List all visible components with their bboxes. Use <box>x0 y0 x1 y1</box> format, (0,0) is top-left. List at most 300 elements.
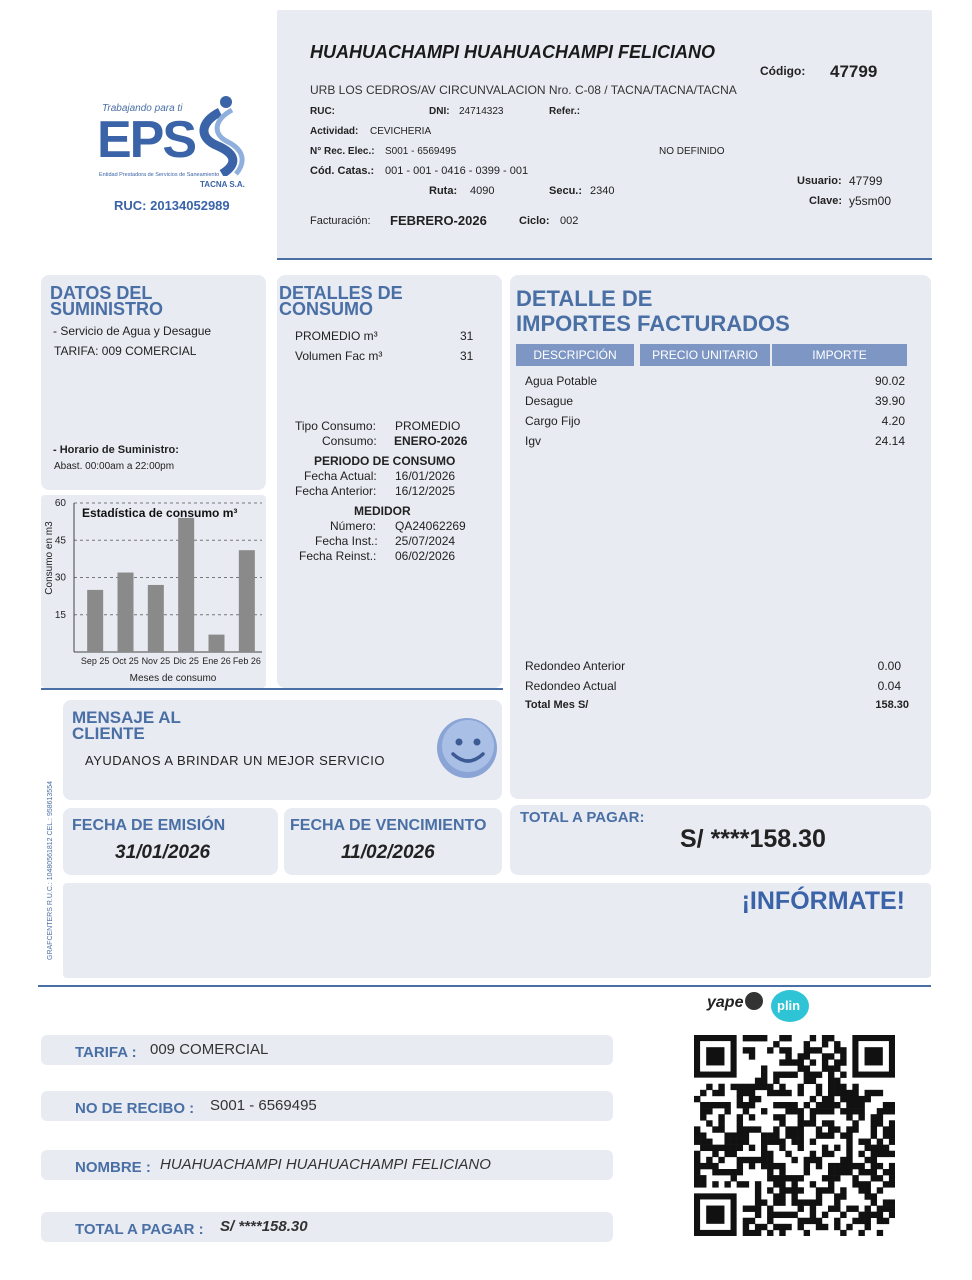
chart-xtick-label: Dic 25 <box>173 656 199 666</box>
qr-module <box>724 1108 730 1114</box>
qr-module <box>755 1199 761 1205</box>
qr-module <box>871 1212 877 1218</box>
qr-module <box>883 1132 889 1138</box>
qr-module <box>761 1108 767 1114</box>
qr-module <box>743 1206 749 1212</box>
qr-module <box>694 1126 700 1132</box>
qr-module <box>828 1078 834 1084</box>
qr-module <box>779 1059 785 1065</box>
qr-module <box>828 1035 834 1041</box>
tarifa-text: TARIFA: 009 COMERCIAL <box>54 344 197 358</box>
qr-module <box>804 1102 810 1108</box>
qr-module <box>773 1163 779 1169</box>
qr-module <box>834 1175 840 1181</box>
rec-elec-label: N° Rec. Elec.: <box>310 146 375 157</box>
qr-module <box>779 1230 785 1236</box>
qr-module <box>724 1139 730 1145</box>
qr-module <box>737 1090 743 1096</box>
consumo-label: Consumo: <box>322 434 377 448</box>
company-logo <box>92 94 262 219</box>
qr-module <box>798 1114 804 1120</box>
qr-module <box>834 1199 840 1205</box>
qr-module <box>798 1199 804 1205</box>
qr-module <box>840 1193 846 1199</box>
header-rule <box>277 258 932 260</box>
yape-logo <box>705 992 765 1022</box>
mid-rule <box>41 688 503 690</box>
qr-module <box>858 1163 864 1169</box>
col-header-precio: PRECIO UNITARIO <box>640 344 770 366</box>
qr-module <box>785 1126 791 1132</box>
qr-module <box>737 1139 743 1145</box>
qr-module <box>743 1139 749 1145</box>
qr-module <box>822 1041 828 1047</box>
qr-module <box>877 1090 883 1096</box>
qr-module <box>846 1163 852 1169</box>
redondeo-ant-value: 0.00 <box>877 659 901 673</box>
qr-module <box>834 1206 840 1212</box>
qr-module <box>755 1187 761 1193</box>
total-mes-value: 158.30 <box>875 699 909 711</box>
qr-module <box>694 1132 700 1138</box>
emision-panel <box>63 808 278 875</box>
qr-module <box>804 1065 810 1071</box>
qr-module <box>846 1206 852 1212</box>
chart-xtick-label: Ene 26 <box>202 656 231 666</box>
qr-module <box>822 1212 828 1218</box>
qr-module <box>883 1108 889 1114</box>
qr-module <box>846 1169 852 1175</box>
total-label: TOTAL A PAGAR: <box>520 809 645 826</box>
informate-panel <box>63 883 931 978</box>
qr-module <box>883 1199 889 1205</box>
mensaje-title-1: MENSAJE AL <box>72 708 181 727</box>
qr-module <box>840 1084 846 1090</box>
qr-module <box>779 1072 785 1078</box>
qr-module <box>743 1090 749 1096</box>
qr-module <box>804 1078 810 1084</box>
qr-module <box>767 1163 773 1169</box>
qr-module <box>840 1132 846 1138</box>
chart-ytick-label: 15 <box>54 609 66 621</box>
qr-module <box>822 1224 828 1230</box>
chart-ytick-label: 45 <box>54 535 66 547</box>
qr-module <box>749 1218 755 1224</box>
qr-module <box>706 1084 712 1090</box>
tipo-label: Tipo Consumo: <box>295 419 376 433</box>
qr-module <box>712 1145 718 1151</box>
qr-module <box>834 1084 840 1090</box>
qr-module <box>712 1102 718 1108</box>
qr-module <box>816 1224 822 1230</box>
qr-module <box>791 1059 797 1065</box>
qr-module <box>755 1157 761 1163</box>
fecha-anterior-value: 16/12/2025 <box>395 484 456 498</box>
codigo-value: 47799 <box>830 62 878 81</box>
footer-recibo-value: S001 - 6569495 <box>210 1097 317 1114</box>
qr-module <box>889 1163 895 1169</box>
qr-module <box>749 1145 755 1151</box>
qr-module <box>798 1090 804 1096</box>
qr-module <box>846 1157 852 1163</box>
rec-elec-value: S001 - 6569495 <box>385 146 457 157</box>
footer-tarifa <box>41 1035 613 1065</box>
qr-module <box>865 1090 871 1096</box>
qr-code <box>694 1035 895 1236</box>
qr-module <box>816 1163 822 1169</box>
qr-module <box>871 1145 877 1151</box>
qr-module <box>755 1078 761 1084</box>
qr-module <box>846 1126 852 1132</box>
periodo-title: PERIODO DE CONSUMO <box>314 454 456 468</box>
qr-module <box>810 1072 816 1078</box>
qr-module <box>785 1224 791 1230</box>
qr-module <box>828 1175 834 1181</box>
qr-module <box>828 1187 834 1193</box>
qr-module <box>761 1199 767 1205</box>
yape-text: yape <box>707 994 744 1011</box>
qr-module <box>743 1047 749 1053</box>
qr-module <box>712 1169 718 1175</box>
qr-module <box>791 1132 797 1138</box>
qr-module <box>840 1072 846 1078</box>
header-panel <box>277 10 932 258</box>
qr-module <box>700 1145 706 1151</box>
no-definido: NO DEFINIDO <box>659 146 725 157</box>
qr-module <box>731 1175 737 1181</box>
qr-module <box>773 1181 779 1187</box>
footer-tarifa-value: 009 COMERCIAL <box>150 1041 269 1058</box>
qr-module <box>846 1114 852 1120</box>
qr-module <box>737 1157 743 1163</box>
qr-module <box>871 1193 877 1199</box>
chart-xtick-label: Nov 25 <box>141 656 171 666</box>
qr-module <box>858 1114 864 1120</box>
qr-module <box>785 1175 791 1181</box>
qr-module <box>810 1206 816 1212</box>
qr-module <box>840 1053 846 1059</box>
total-value: S/ ****158.30 <box>680 825 826 853</box>
suministro-title-2: SUMINISTRO <box>50 299 164 319</box>
qr-module <box>737 1132 743 1138</box>
qr-module <box>773 1114 779 1120</box>
qr-module <box>889 1212 895 1218</box>
qr-module <box>779 1181 785 1187</box>
qr-module <box>785 1053 791 1059</box>
volumen-value: 31 <box>460 349 474 363</box>
qr-module <box>749 1090 755 1096</box>
qr-module <box>858 1096 864 1102</box>
smiley-icon <box>435 716 499 780</box>
qr-module <box>883 1126 889 1132</box>
qr-module <box>834 1090 840 1096</box>
qr-module <box>743 1157 749 1163</box>
numero-value: QA24062269 <box>395 519 466 533</box>
qr-module <box>816 1090 822 1096</box>
qr-module <box>877 1206 883 1212</box>
qr-module <box>822 1102 828 1108</box>
fecha-reinst-value: 06/02/2026 <box>395 549 456 563</box>
dni-label: DNI: <box>429 106 450 117</box>
row-importe-2: 4.20 <box>881 414 905 428</box>
refer-label: Refer.: <box>549 106 581 117</box>
promedio-label: PROMEDIO m³ <box>295 329 378 343</box>
redondeo-act-value: 0.04 <box>877 679 901 693</box>
mensaje-panel <box>63 700 502 800</box>
qr-module <box>694 1157 700 1163</box>
qr-module <box>700 1090 706 1096</box>
qr-module <box>889 1139 895 1145</box>
chart-xtick-label: Oct 25 <box>112 656 139 666</box>
volumen-label: Volumen Fac m³ <box>295 349 383 363</box>
qr-module <box>694 1163 700 1169</box>
catas-value: 001 - 001 - 0416 - 0399 - 001 <box>385 165 529 177</box>
ruc-label: RUC: <box>310 106 335 117</box>
qr-module <box>767 1212 773 1218</box>
qr-module <box>767 1187 773 1193</box>
qr-module <box>718 1102 724 1108</box>
qr-module <box>828 1072 834 1078</box>
qr-module <box>798 1053 804 1059</box>
qr-module <box>883 1102 889 1108</box>
footer-nombre-value: HUAHUACHAMPI HUAHUACHAMPI FELICIANO <box>160 1156 491 1173</box>
qr-module <box>816 1187 822 1193</box>
medidor-title: MEDIDOR <box>354 504 411 518</box>
qr-module <box>737 1126 743 1132</box>
qr-module <box>700 1132 706 1138</box>
qr-module <box>773 1041 779 1047</box>
qr-module <box>700 1181 706 1187</box>
qr-module <box>834 1224 840 1230</box>
qr-module <box>712 1151 718 1157</box>
qr-finder-core <box>706 1047 724 1065</box>
qr-module <box>834 1145 840 1151</box>
ruta-value: 4090 <box>470 185 495 197</box>
qr-module <box>773 1078 779 1084</box>
qr-module <box>871 1175 877 1181</box>
qr-module <box>749 1126 755 1132</box>
qr-module <box>791 1187 797 1193</box>
qr-module <box>712 1163 718 1169</box>
qr-module <box>865 1212 871 1218</box>
qr-module <box>804 1157 810 1163</box>
qr-module <box>828 1102 834 1108</box>
qr-module <box>779 1145 785 1151</box>
footer-total <box>41 1212 613 1242</box>
qr-module <box>840 1059 846 1065</box>
qr-module <box>871 1151 877 1157</box>
qr-module <box>743 1224 749 1230</box>
qr-module <box>852 1090 858 1096</box>
row-desc-1: Desague <box>525 394 574 408</box>
qr-module <box>761 1078 767 1084</box>
qr-module <box>779 1193 785 1199</box>
qr-module <box>865 1181 871 1187</box>
qr-module <box>877 1212 883 1218</box>
qr-module <box>858 1187 864 1193</box>
qr-module <box>877 1139 883 1145</box>
address: URB LOS CEDROS/AV CIRCUNVALACION Nro. C-08 / TACNA/TACNA/TACNA <box>310 83 737 97</box>
qr-module <box>822 1120 828 1126</box>
fecha-reinst-label: Fecha Reinst.: <box>299 549 377 563</box>
qr-module <box>737 1120 743 1126</box>
catas-label: Cód. Catas.: <box>310 165 375 177</box>
qr-module <box>828 1151 834 1157</box>
qr-module <box>767 1084 773 1090</box>
qr-module <box>865 1139 871 1145</box>
qr-module <box>877 1163 883 1169</box>
qr-module <box>755 1084 761 1090</box>
chart-panel <box>41 495 266 688</box>
qr-module <box>785 1108 791 1114</box>
ruta-label: Ruta: <box>429 185 458 197</box>
qr-module <box>712 1181 718 1187</box>
qr-module <box>889 1181 895 1187</box>
qr-module <box>834 1047 840 1053</box>
qr-module <box>798 1108 804 1114</box>
qr-module <box>773 1090 779 1096</box>
qr-module <box>773 1199 779 1205</box>
qr-module <box>743 1181 749 1187</box>
qr-module <box>858 1102 864 1108</box>
qr-module <box>791 1212 797 1218</box>
qr-module <box>694 1181 700 1187</box>
qr-module <box>889 1102 895 1108</box>
qr-module <box>798 1065 804 1071</box>
qr-module <box>834 1078 840 1084</box>
qr-module <box>840 1047 846 1053</box>
qr-module <box>858 1230 864 1236</box>
qr-module <box>779 1114 785 1120</box>
qr-module <box>791 1139 797 1145</box>
qr-module <box>852 1218 858 1224</box>
row-desc-2: Cargo Fijo <box>525 414 581 428</box>
consumo-value: ENERO-2026 <box>394 434 468 448</box>
consumo-title-1: DETALLES DE <box>279 283 403 303</box>
qr-module <box>785 1072 791 1078</box>
qr-module <box>877 1175 883 1181</box>
qr-module <box>834 1163 840 1169</box>
qr-module <box>858 1108 864 1114</box>
qr-module <box>767 1090 773 1096</box>
chart-title: Estadística de consumo m³ <box>82 506 238 520</box>
qr-module <box>828 1053 834 1059</box>
qr-module <box>822 1145 828 1151</box>
qr-module <box>804 1120 810 1126</box>
qr-module <box>816 1047 822 1053</box>
qr-module <box>773 1126 779 1132</box>
qr-module <box>712 1090 718 1096</box>
qr-module <box>791 1193 797 1199</box>
secu-value: 2340 <box>590 185 615 197</box>
qr-module <box>865 1145 871 1151</box>
qr-module <box>779 1163 785 1169</box>
qr-module <box>810 1078 816 1084</box>
qr-module <box>871 1169 877 1175</box>
qr-module <box>840 1090 846 1096</box>
qr-module <box>871 1126 877 1132</box>
qr-module <box>718 1114 724 1120</box>
qr-module <box>834 1065 840 1071</box>
qr-module <box>798 1132 804 1138</box>
vencimiento-value: 11/02/2026 <box>341 842 435 863</box>
qr-module <box>798 1206 804 1212</box>
qr-module <box>779 1175 785 1181</box>
dni-value: 24714323 <box>459 106 504 117</box>
horario-value: Abast. 00:00am a 22:00pm <box>54 461 175 472</box>
logo-fullname: Entidad Prestadora de Servicios de Saneamiento <box>99 172 220 178</box>
qr-module <box>706 1108 712 1114</box>
chart-bar <box>118 573 134 652</box>
qr-module <box>779 1084 785 1090</box>
qr-module <box>871 1090 877 1096</box>
qr-finder-core <box>706 1206 724 1224</box>
plin-logo <box>771 990 809 1022</box>
qr-module <box>706 1163 712 1169</box>
qr-module <box>779 1169 785 1175</box>
qr-module <box>798 1224 804 1230</box>
qr-module <box>737 1163 743 1169</box>
qr-module <box>840 1187 846 1193</box>
qr-module <box>816 1132 822 1138</box>
row-desc-0: Agua Potable <box>525 374 598 388</box>
qr-module <box>858 1151 864 1157</box>
qr-module <box>858 1169 864 1175</box>
qr-module <box>804 1072 810 1078</box>
side-print: GRAFCENTERS R.U.C.: 10480561812 CEL.: 958613554 <box>47 781 54 960</box>
qr-module <box>852 1120 858 1126</box>
qr-module <box>822 1053 828 1059</box>
qr-module <box>743 1108 749 1114</box>
qr-module <box>871 1114 877 1120</box>
row-importe-1: 39.90 <box>874 394 905 408</box>
qr-module <box>858 1218 864 1224</box>
qr-module <box>755 1035 761 1041</box>
redondeo-ant-label: Redondeo Anterior <box>525 659 626 673</box>
col-header-importe: IMPORTE <box>772 344 907 366</box>
qr-module <box>828 1206 834 1212</box>
qr-module <box>706 1139 712 1145</box>
qr-module <box>822 1035 828 1041</box>
qr-module <box>865 1193 871 1199</box>
qr-module <box>810 1108 816 1114</box>
qr-module <box>816 1193 822 1199</box>
qr-module <box>785 1212 791 1218</box>
qr-module <box>883 1169 889 1175</box>
qr-module <box>822 1151 828 1157</box>
qr-module <box>871 1157 877 1163</box>
qr-module <box>791 1126 797 1132</box>
qr-module <box>810 1047 816 1053</box>
secu-label: Secu.: <box>549 185 583 197</box>
qr-module <box>852 1126 858 1132</box>
qr-module <box>761 1072 767 1078</box>
qr-module <box>755 1206 761 1212</box>
qr-module <box>743 1230 749 1236</box>
qr-module <box>877 1108 883 1114</box>
qr-module <box>798 1059 804 1065</box>
qr-module <box>822 1175 828 1181</box>
qr-module <box>737 1114 743 1120</box>
qr-finder-core <box>865 1047 883 1065</box>
qr-module <box>724 1151 730 1157</box>
qr-module <box>834 1218 840 1224</box>
qr-module <box>718 1084 724 1090</box>
qr-module <box>852 1108 858 1114</box>
chart-bar <box>87 590 103 652</box>
qr-module <box>767 1157 773 1163</box>
qr-module <box>761 1084 767 1090</box>
